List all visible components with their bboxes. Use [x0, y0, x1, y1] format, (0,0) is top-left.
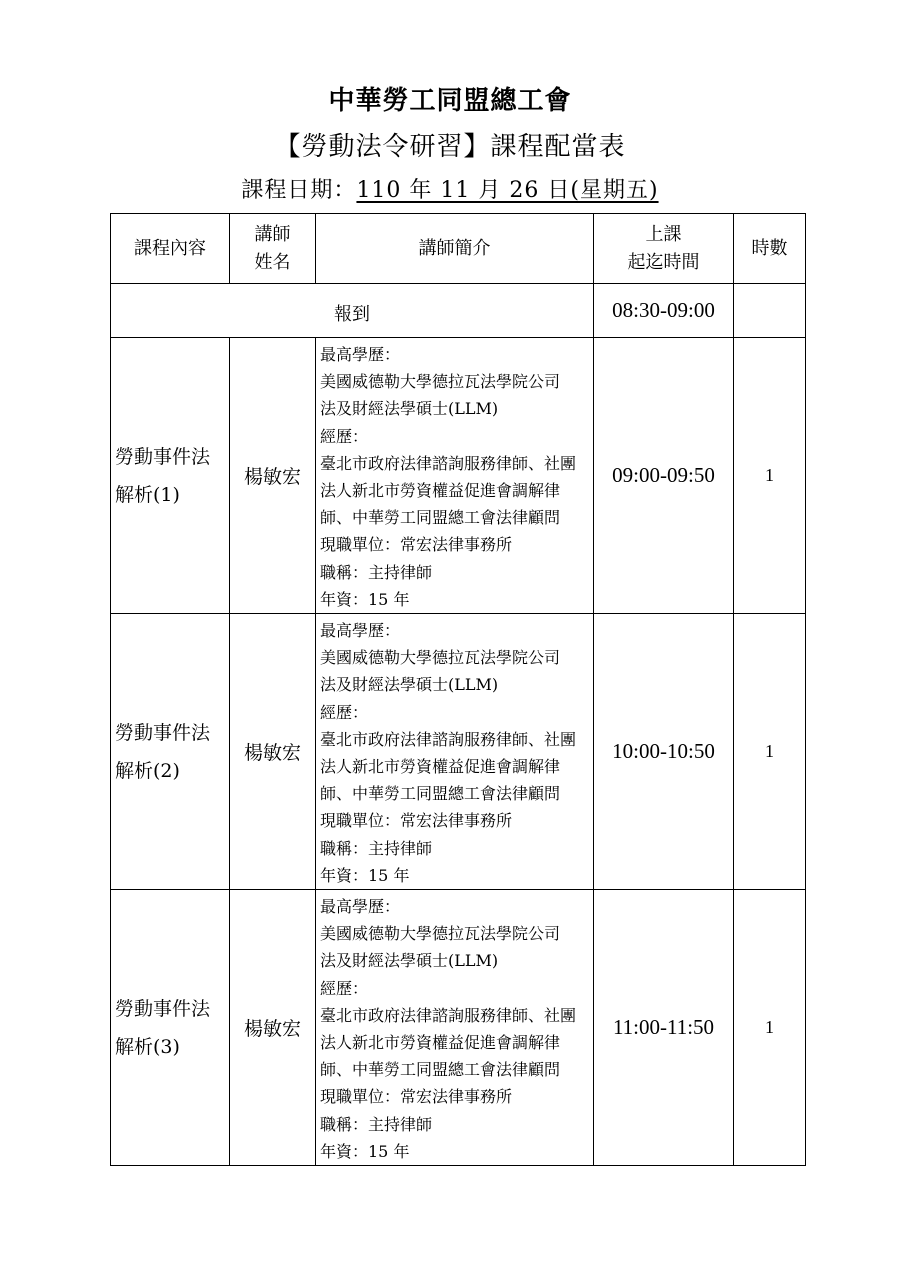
intro-line: 經歷： — [320, 702, 369, 722]
course-name-l2: 解析(2) — [115, 759, 180, 782]
col-header-time-l2: 起迄時間 — [627, 251, 700, 273]
intro-line: 現職單位：常宏法律事務所 — [320, 1087, 513, 1107]
course-name-l1: 勞動事件法 — [115, 721, 211, 744]
org-title: 中華勞工同盟總工會 — [328, 86, 572, 116]
course-date — [0, 173, 900, 204]
course-date-value: 110 年 11 月 26 日(星期五) — [356, 178, 659, 203]
col-header-instructor-l1: 講師 — [254, 223, 291, 245]
intro-line: 職稱：主持律師 — [320, 562, 433, 582]
intro-line: 現職單位：常宏法律事務所 — [320, 811, 513, 831]
intro-line: 師、中華勞工同盟總工會法律顧問 — [320, 784, 561, 804]
intro-line: 師、中華勞工同盟總工會法律顧問 — [320, 508, 561, 528]
col-header-instructor — [230, 214, 316, 284]
intro-line: 法及財經法學碩士(LLM) — [320, 675, 499, 695]
intro-line: 法人新北市勞資權益促進會調解律 — [320, 481, 561, 501]
registration-row — [111, 284, 806, 338]
course-name-l2: 解析(3) — [115, 1035, 180, 1058]
session-hours: 1 — [734, 338, 806, 614]
intro-line: 經歷： — [320, 978, 369, 998]
intro-line: 最高學歷： — [320, 897, 401, 917]
instructor-name: 楊敏宏 — [230, 614, 316, 890]
intro-line: 年資：15 年 — [320, 1141, 410, 1161]
session-time: 09:00-09:50 — [594, 338, 734, 614]
instructor-name: 楊敏宏 — [230, 338, 316, 614]
instructor-intro — [316, 890, 594, 1166]
table-row — [111, 890, 806, 1166]
table-row — [111, 338, 806, 614]
col-header-intro: 講師簡介 — [316, 214, 594, 284]
intro-line: 年資：15 年 — [320, 865, 410, 885]
course-date-label: 課程日期： — [241, 178, 357, 203]
course-name-l1: 勞動事件法 — [115, 445, 211, 468]
intro-line: 法及財經法學碩士(LLM) — [320, 951, 499, 971]
session-time: 10:00-10:50 — [594, 614, 734, 890]
session-time: 11:00-11:50 — [594, 890, 734, 1166]
session-hours: 1 — [734, 614, 806, 890]
header-row — [111, 214, 806, 284]
course-name — [111, 890, 230, 1166]
intro-line: 美國威德勒大學德拉瓦法學院公司 — [320, 648, 561, 668]
table-row — [111, 614, 806, 890]
instructor-name: 楊敏宏 — [230, 890, 316, 1166]
intro-line: 師、中華勞工同盟總工會法律顧問 — [320, 1060, 561, 1080]
intro-line: 職稱：主持律師 — [320, 838, 433, 858]
instructor-intro — [316, 338, 594, 614]
intro-line: 美國威德勒大學德拉瓦法學院公司 — [320, 924, 561, 944]
instructor-intro — [316, 614, 594, 890]
course-name — [111, 614, 230, 890]
schedule-table — [110, 213, 806, 1166]
col-header-instructor-l2: 姓名 — [254, 251, 291, 273]
session-hours: 1 — [734, 890, 806, 1166]
intro-line: 臺北市政府法律諮詢服務律師、社團 — [320, 453, 577, 473]
document-title: 【勞動法令研習】課程配當表 — [274, 132, 626, 162]
col-header-course: 課程內容 — [111, 214, 230, 284]
course-name-l1: 勞動事件法 — [115, 997, 211, 1020]
intro-line: 最高學歷： — [320, 621, 401, 641]
intro-line: 法人新北市勞資權益促進會調解律 — [320, 1033, 561, 1053]
intro-line: 臺北市政府法律諮詢服務律師、社團 — [320, 729, 577, 749]
intro-line: 美國威德勒大學德拉瓦法學院公司 — [320, 372, 561, 392]
intro-line: 法及財經法學碩士(LLM) — [320, 399, 499, 419]
registration-label: 報到 — [111, 284, 594, 338]
col-header-hours: 時數 — [734, 214, 806, 284]
intro-line: 經歷： — [320, 426, 369, 446]
intro-line: 職稱：主持律師 — [320, 1114, 433, 1134]
registration-hours — [734, 284, 806, 338]
intro-line: 最高學歷： — [320, 345, 401, 364]
registration-time: 08:30-09:00 — [594, 284, 734, 338]
intro-line: 現職單位：常宏法律事務所 — [320, 535, 513, 555]
intro-line: 法人新北市勞資權益促進會調解律 — [320, 757, 561, 777]
course-name — [111, 338, 230, 614]
col-header-time-l1: 上課 — [645, 223, 682, 245]
intro-line: 年資：15 年 — [320, 589, 410, 609]
course-name-l2: 解析(1) — [115, 483, 180, 506]
intro-line: 臺北市政府法律諮詢服務律師、社團 — [320, 1005, 577, 1025]
col-header-time — [594, 214, 734, 284]
